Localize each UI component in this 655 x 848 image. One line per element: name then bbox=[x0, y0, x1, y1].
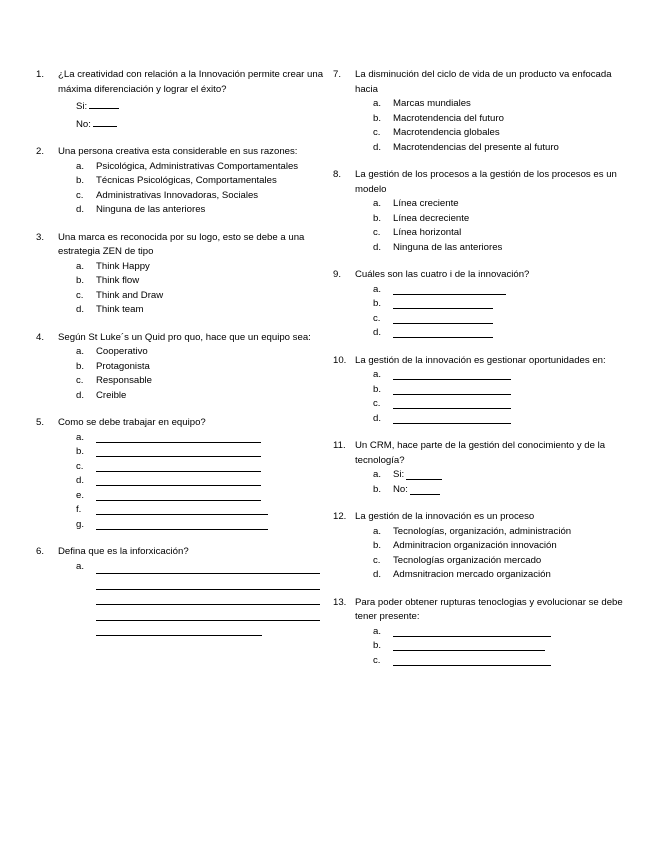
answer-option[interactable] bbox=[76, 303, 326, 318]
answer-blank[interactable] bbox=[393, 625, 551, 637]
option-letter: a. bbox=[373, 369, 382, 380]
option-letter: c. bbox=[373, 554, 381, 566]
answer-blank[interactable] bbox=[96, 474, 261, 486]
option-text: Si: bbox=[393, 469, 405, 480]
answer-line[interactable] bbox=[96, 606, 320, 621]
question-line bbox=[333, 439, 625, 468]
option-letter: a. bbox=[373, 198, 382, 209]
option-letter: c. bbox=[373, 654, 381, 666]
answer-line[interactable] bbox=[96, 560, 320, 575]
blank-row bbox=[373, 625, 625, 640]
answer-option[interactable] bbox=[373, 141, 625, 156]
blank-row bbox=[373, 312, 625, 327]
question bbox=[333, 68, 625, 155]
question-text: Como se debe trabajar en equipo? bbox=[58, 417, 206, 428]
option-letter: d. bbox=[373, 569, 382, 580]
option-text: Línea creciente bbox=[393, 198, 459, 209]
blank-list bbox=[373, 368, 625, 426]
option-letter: d. bbox=[76, 475, 85, 486]
option-letter: b. bbox=[373, 383, 382, 395]
question-text: Una marca es reconocida por su logo, esto se debe a una estrategia ZEN de tipo bbox=[58, 231, 305, 257]
blank-row bbox=[76, 518, 326, 533]
answer-option[interactable] bbox=[373, 197, 625, 212]
option-letter: a. bbox=[373, 98, 382, 109]
question bbox=[36, 545, 326, 637]
question-number: 2. bbox=[36, 146, 45, 157]
option-letter: b. bbox=[373, 483, 382, 495]
blank-row bbox=[76, 474, 326, 489]
option-text: Administrativas Innovadoras, Sociales bbox=[96, 189, 259, 201]
option-letter: d. bbox=[76, 204, 85, 215]
answer-blank[interactable] bbox=[393, 383, 511, 395]
question-line bbox=[36, 416, 326, 431]
yes-no-label: No: bbox=[76, 118, 91, 130]
blank-row bbox=[373, 397, 625, 412]
answer-line[interactable] bbox=[96, 591, 320, 606]
answer-option[interactable] bbox=[373, 568, 625, 583]
question-text: Un CRM, hace parte de la gestión del conocimiento y de la tecnología? bbox=[355, 440, 606, 466]
question bbox=[333, 510, 625, 583]
question-text: La gestión de los procesos a la gestión de los procesos es un modelo bbox=[355, 169, 617, 195]
question-number: 4. bbox=[36, 331, 45, 343]
answer-option[interactable] bbox=[76, 345, 326, 360]
option-text: Línea decreciente bbox=[393, 212, 470, 224]
blank-row bbox=[76, 489, 326, 504]
answer-blank[interactable] bbox=[96, 503, 268, 515]
blank-row bbox=[76, 460, 326, 475]
option-text: Tecnologías, organización, administración bbox=[393, 525, 572, 537]
answer-option[interactable] bbox=[373, 97, 625, 112]
blank-row bbox=[373, 412, 625, 427]
option-list bbox=[373, 97, 625, 155]
blank-row bbox=[373, 368, 625, 383]
blank-row bbox=[373, 297, 625, 312]
answer-option bbox=[373, 483, 625, 498]
option-letter: e. bbox=[76, 489, 85, 501]
question-number: 5. bbox=[36, 417, 45, 428]
blank-row bbox=[373, 326, 625, 341]
option-letter: d. bbox=[373, 412, 382, 424]
yes-no-label: Si: bbox=[76, 101, 88, 112]
option-text: Think team bbox=[96, 304, 144, 315]
answer-option[interactable] bbox=[373, 525, 625, 540]
question-text: Defina que es la inforxicación? bbox=[58, 546, 189, 557]
question-number: 1. bbox=[36, 69, 45, 80]
option-letter: a. bbox=[76, 260, 85, 272]
option-text: Think flow bbox=[96, 275, 140, 286]
answer-blank[interactable] bbox=[393, 283, 506, 295]
answer-option[interactable] bbox=[76, 174, 326, 189]
blank-row bbox=[76, 503, 326, 518]
question-text: Cuáles son las cuatro i de la innovación? bbox=[355, 269, 530, 280]
option-letter: a. bbox=[76, 560, 85, 572]
question-line bbox=[333, 354, 625, 369]
question-line bbox=[36, 231, 326, 260]
option-text: Marcas mundiales bbox=[393, 98, 471, 109]
answer-option[interactable] bbox=[373, 226, 625, 241]
blank-list bbox=[76, 431, 326, 533]
blank-row bbox=[373, 283, 625, 298]
option-letter: d. bbox=[373, 141, 382, 153]
answer-option[interactable] bbox=[373, 539, 625, 554]
question-text: Una persona creativa esta considerable en sus razones: bbox=[58, 146, 298, 157]
option-letter: f. bbox=[76, 504, 82, 515]
answer-line[interactable] bbox=[96, 575, 320, 590]
answer-blank[interactable] bbox=[393, 312, 493, 324]
left-column bbox=[36, 68, 326, 650]
multiline-answer[interactable] bbox=[96, 560, 320, 638]
option-text: Ninguna de las anteriores bbox=[393, 241, 503, 253]
answer-option[interactable] bbox=[373, 126, 625, 141]
question-text: La gestión de la innovación es gestionar oportunidades en: bbox=[355, 354, 606, 366]
question-line bbox=[333, 168, 625, 197]
question-number: 11. bbox=[333, 440, 346, 451]
question-number: 8. bbox=[333, 169, 342, 180]
option-text: Psicológica, Administrativas Comportamentales bbox=[96, 160, 299, 172]
question-text: Para poder obtener rupturas tenoclogias y evolucionar se debe tener presente: bbox=[355, 596, 623, 622]
answer-option bbox=[373, 468, 625, 483]
option-text: Macrotendencia globales bbox=[393, 127, 500, 138]
option-letter: b. bbox=[373, 112, 382, 124]
option-letter: d. bbox=[76, 389, 85, 401]
blank-row bbox=[373, 383, 625, 398]
answer-blank[interactable] bbox=[393, 412, 511, 424]
question bbox=[36, 68, 326, 132]
option-letter: b. bbox=[373, 298, 382, 309]
option-text: Responsable bbox=[96, 375, 153, 386]
option-text: Adminitracion organización innovación bbox=[393, 540, 557, 551]
option-letter: c. bbox=[373, 127, 381, 138]
answer-option[interactable] bbox=[76, 274, 326, 289]
option-letter: a. bbox=[76, 160, 85, 172]
option-list bbox=[373, 468, 625, 497]
question-number: 3. bbox=[36, 231, 45, 243]
answer-blank[interactable] bbox=[89, 97, 119, 109]
question bbox=[36, 331, 326, 404]
option-letter: c. bbox=[76, 460, 84, 472]
answer-blank[interactable] bbox=[93, 115, 117, 127]
option-letter: d. bbox=[373, 327, 382, 338]
answer-option[interactable] bbox=[76, 389, 326, 404]
answer-blank[interactable] bbox=[393, 326, 493, 338]
option-letter: a. bbox=[76, 431, 85, 443]
answer-option[interactable] bbox=[76, 203, 326, 218]
option-letter: a. bbox=[373, 469, 382, 480]
option-text: Tecnologías organización mercado bbox=[393, 554, 542, 566]
blank-row bbox=[76, 431, 326, 446]
question-text: La disminución del ciclo de vida de un producto va enfocada hacia bbox=[355, 69, 612, 95]
question bbox=[333, 354, 625, 427]
question-text: Según St Luke´s un Quid pro quo, hace que un equipo sea: bbox=[58, 331, 311, 343]
option-text: Técnicas Psicológicas, Comportamentales bbox=[96, 175, 277, 186]
question bbox=[333, 168, 625, 255]
option-letter: a. bbox=[373, 625, 382, 637]
option-letter: a. bbox=[373, 283, 382, 295]
answer-blank[interactable] bbox=[393, 297, 493, 309]
question-line bbox=[36, 331, 326, 346]
blank-list bbox=[373, 625, 625, 669]
option-letter: c. bbox=[76, 289, 84, 301]
answer-option[interactable] bbox=[76, 260, 326, 275]
option-letter: c. bbox=[373, 312, 381, 324]
answer-option[interactable] bbox=[76, 360, 326, 375]
question bbox=[36, 145, 326, 218]
answer-blank[interactable] bbox=[406, 468, 442, 480]
question-line bbox=[333, 510, 625, 525]
option-text: Macrotendencia del futuro bbox=[393, 112, 504, 124]
answer-option[interactable] bbox=[76, 289, 326, 304]
option-letter: b. bbox=[373, 540, 382, 551]
blank-row bbox=[373, 654, 625, 669]
answer-blank[interactable] bbox=[96, 518, 268, 530]
answer-option[interactable] bbox=[373, 241, 625, 256]
option-text: Protagonista bbox=[96, 360, 150, 372]
option-list bbox=[373, 525, 625, 583]
option-letter: b. bbox=[76, 275, 85, 286]
option-text: Línea horizontal bbox=[393, 227, 462, 238]
answer-line[interactable] bbox=[96, 622, 262, 637]
question-line bbox=[36, 145, 326, 160]
option-letter: a. bbox=[76, 346, 85, 357]
question-number: 13. bbox=[333, 596, 347, 608]
answer-blank[interactable] bbox=[96, 489, 261, 501]
answer-option[interactable] bbox=[373, 554, 625, 569]
option-letter: b. bbox=[373, 212, 382, 224]
question-line bbox=[36, 545, 326, 560]
multiline-row bbox=[76, 560, 326, 638]
option-text: Think and Draw bbox=[96, 289, 164, 301]
question-text: La gestión de la innovación es un proceso bbox=[355, 511, 535, 522]
question bbox=[36, 231, 326, 318]
question-number: 6. bbox=[36, 546, 45, 557]
option-letter: c. bbox=[373, 227, 381, 238]
option-letter: c. bbox=[76, 189, 84, 201]
answer-blank[interactable] bbox=[410, 483, 440, 495]
option-list bbox=[76, 160, 326, 218]
answer-option[interactable] bbox=[76, 189, 326, 204]
option-letter: a. bbox=[373, 525, 382, 537]
option-letter: b. bbox=[76, 360, 85, 372]
option-text: No: bbox=[393, 483, 408, 495]
answer-blank[interactable] bbox=[393, 639, 545, 651]
option-list bbox=[76, 260, 326, 318]
option-text: Macrotendencias del presente al futuro bbox=[393, 141, 559, 153]
answer-blank[interactable] bbox=[393, 654, 551, 666]
answer-area bbox=[76, 560, 326, 638]
answer-option[interactable] bbox=[76, 374, 326, 389]
answer-blank[interactable] bbox=[393, 397, 511, 409]
question-line bbox=[333, 68, 625, 97]
question-number: 12. bbox=[333, 511, 347, 522]
right-column bbox=[333, 68, 625, 681]
option-letter: b. bbox=[76, 175, 85, 186]
answer-blank[interactable] bbox=[393, 368, 511, 380]
option-text: Admsnitracion mercado organización bbox=[393, 569, 551, 580]
option-text: Creible bbox=[96, 389, 127, 401]
option-list bbox=[373, 197, 625, 255]
option-letter: b. bbox=[76, 446, 85, 457]
yes-no-row bbox=[76, 115, 326, 133]
question-line bbox=[333, 268, 625, 283]
option-text: Ninguna de las anteriores bbox=[96, 204, 206, 215]
answer-blank[interactable] bbox=[96, 445, 261, 457]
question bbox=[333, 596, 625, 669]
answer-blank[interactable] bbox=[96, 460, 261, 472]
blank-list bbox=[373, 283, 625, 341]
option-list bbox=[76, 345, 326, 403]
option-text: Cooperativo bbox=[96, 346, 148, 357]
answer-option[interactable] bbox=[76, 160, 326, 175]
option-letter: d. bbox=[373, 241, 382, 253]
yes-no-row bbox=[76, 97, 326, 115]
question-line bbox=[333, 596, 625, 625]
question-text: ¿La creatividad con relación a la Innovación permite crear una máxima diferenciación y lograr el éxito? bbox=[58, 69, 324, 95]
question bbox=[333, 439, 625, 497]
question-number: 9. bbox=[333, 269, 342, 280]
answer-option[interactable] bbox=[373, 112, 625, 127]
option-letter: b. bbox=[373, 640, 382, 651]
option-letter: c. bbox=[373, 398, 381, 409]
option-letter: g. bbox=[76, 518, 85, 530]
question bbox=[333, 268, 625, 341]
option-letter: d. bbox=[76, 304, 85, 315]
blank-row bbox=[76, 445, 326, 460]
question bbox=[36, 416, 326, 532]
answer-option[interactable] bbox=[373, 212, 625, 227]
question-number: 10. bbox=[333, 354, 347, 366]
blank-row bbox=[373, 639, 625, 654]
question-line bbox=[36, 68, 326, 97]
answer-blank[interactable] bbox=[96, 431, 261, 443]
question-number: 7. bbox=[333, 69, 342, 80]
option-text: Think Happy bbox=[96, 260, 150, 272]
option-letter: c. bbox=[76, 375, 84, 386]
